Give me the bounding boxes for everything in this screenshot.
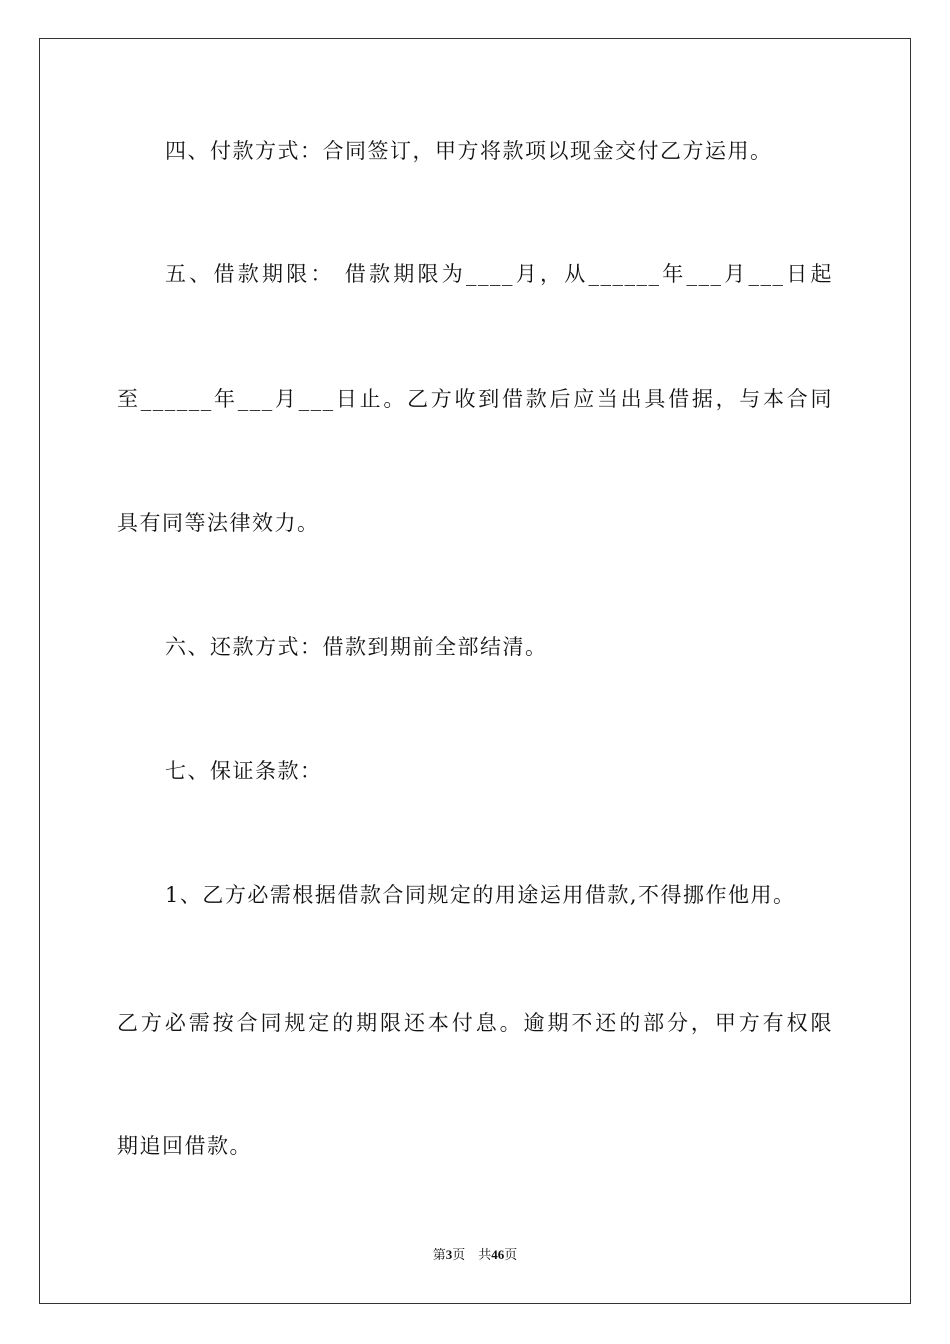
page-footer [0,1246,950,1264]
footer-total-pages: 46 [491,1247,505,1262]
paragraph-payment-method: 四、付款方式：合同签订，甲方将款项以现金交付乙方运用。 [165,139,773,163]
footer-page-prefix: 第 [432,1247,446,1262]
paragraph-loan-term-cont-1: 至______年___月___日止。乙方收到借款后应当出具借据，与本合同 [117,387,833,411]
page-border [39,38,911,1304]
paragraph-guarantee-item-1-cont-1: 乙方必需按合同规定的期限还本付息。逾期不还的部分，甲方有权限 [117,1011,833,1035]
paragraph-guarantee-item-1-cont-2: 期追回借款。 [117,1134,252,1158]
footer-total-prefix: 共 [478,1247,492,1262]
paragraph-loan-term-cont-2: 具有同等法律效力。 [117,511,320,535]
paragraph-loan-term: 五、借款期限： 借款期限为____月，从______年___月___日起 [165,262,833,286]
paragraph-guarantee-heading: 七、保证条款： [165,759,323,783]
footer-page-suffix: 页 [452,1247,466,1262]
paragraph-repayment-method: 六、还款方式：借款到期前全部结清。 [165,635,548,659]
footer-total-suffix: 页 [504,1247,518,1262]
footer-page-number: 3 [445,1247,453,1262]
paragraph-guarantee-item-1: 1、乙方必需根据借款合同规定的用途运用借款,不得挪作他用。 [165,883,796,907]
